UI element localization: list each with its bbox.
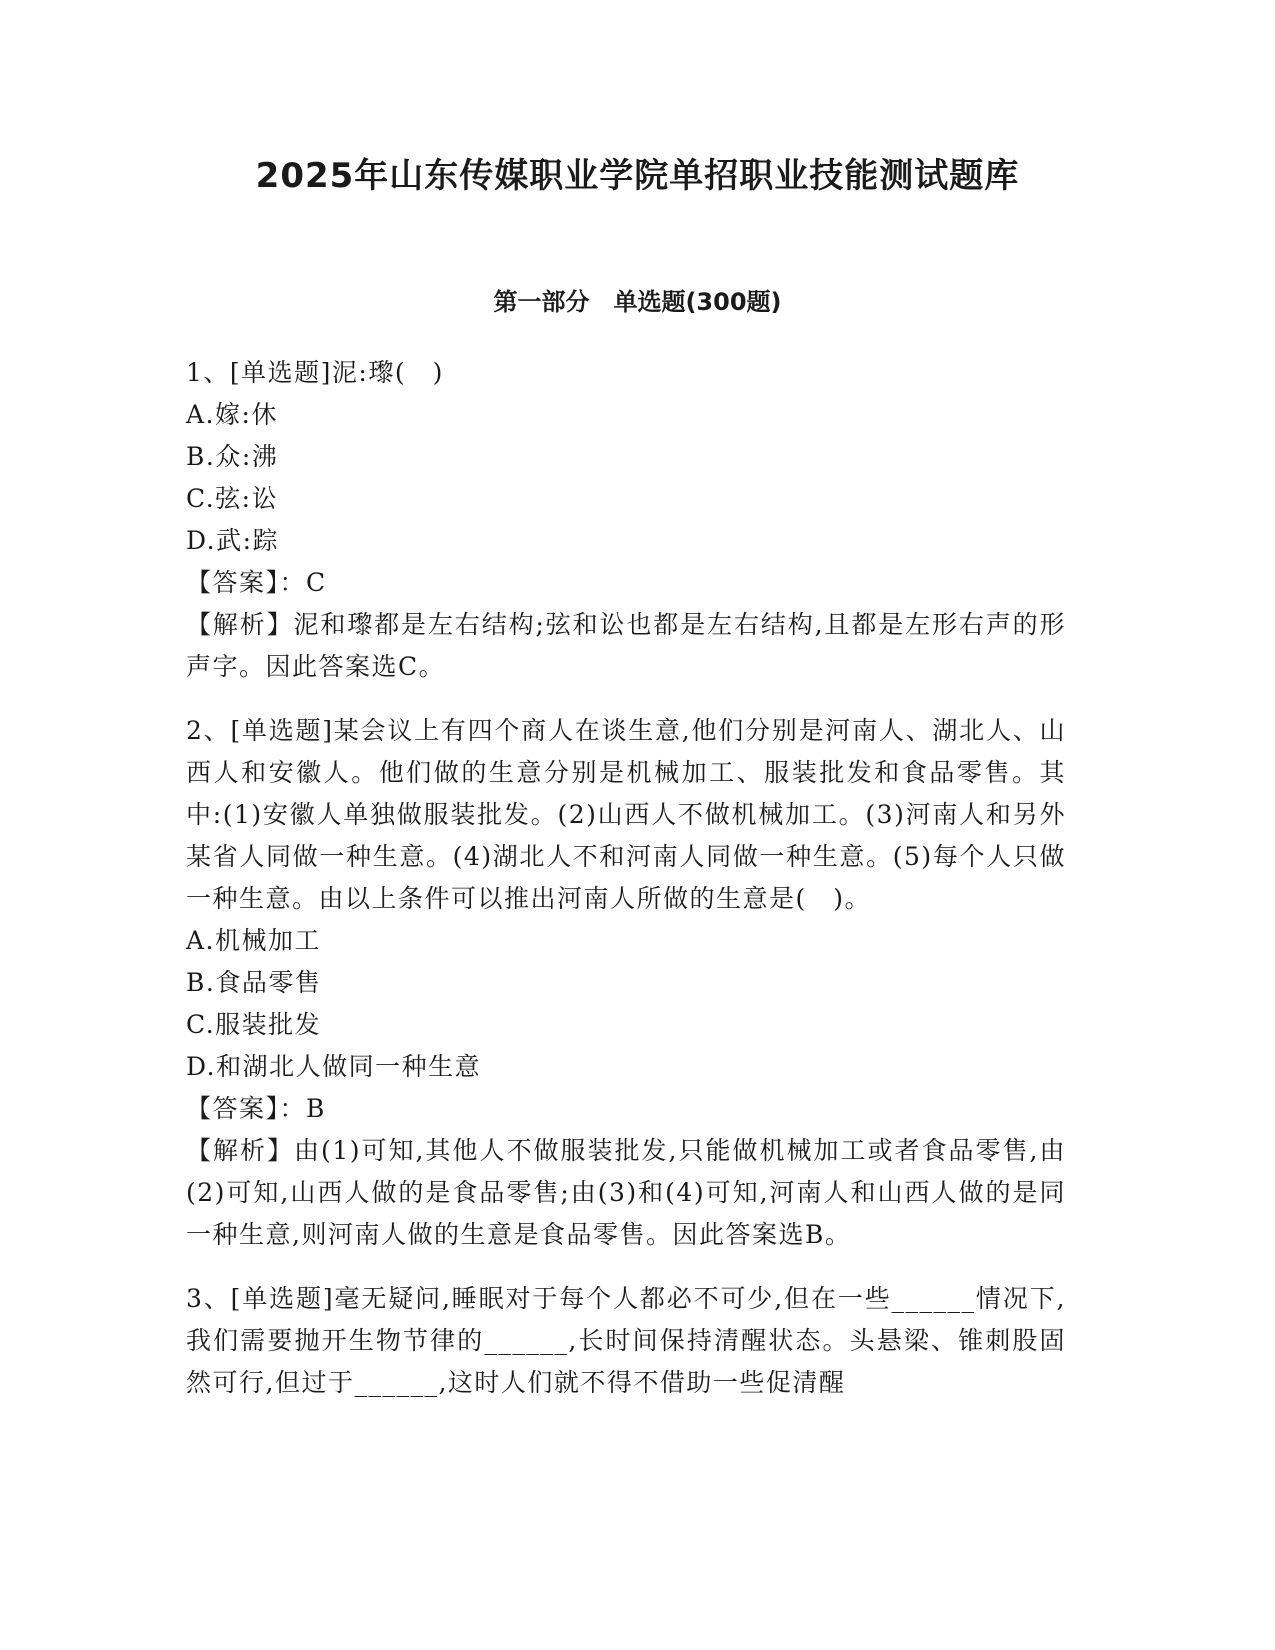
question-stem: 2、[单选题]某会议上有四个商人在谈生意,他们分别是河南人、湖北人、山西人和安徽人。他们做的生意分别是机械加工、服装批发和食品零售。其中:(1)安徽人单独做服装批发。(2)山西人不做机械加工。(3)河南人和另外某省人同做一种生意。(4)湖北人不和河南人同做一种生意。(5)每个人只做一种生意。由以上条件可以推出河南人所做的生意是( )。 — [186, 716, 1066, 913]
option-b: B.众:沸 — [186, 442, 279, 471]
analysis-text: 【解析】泥和瓈都是左右结构;弦和讼也都是左右结构,且都是左形右声的形声字。因此答案选C。 — [186, 610, 1066, 681]
question-2 — [186, 710, 1066, 1256]
option-a: A.机械加工 — [186, 926, 322, 955]
question-list — [186, 352, 1066, 1404]
question-stem: 1、[单选题]泥:瓈( ) — [186, 358, 444, 387]
section-title: 第一部分 单选题(300题) — [493, 288, 782, 316]
document-title: 2025年山东传媒职业学院单招职业技能测试题库 — [255, 156, 1020, 196]
option-d: D.和湖北人做同一种生意 — [186, 1052, 482, 1081]
answer-line: 【答案】：C — [186, 568, 327, 597]
answer-line: 【答案】：B — [186, 1094, 326, 1123]
option-b: B.食品零售 — [186, 968, 322, 997]
question-stem: 3、[单选题]毫无疑问,睡眠对于每个人都必不可少,但在一些______情况下,我们需要抛开生物节律的______,长时间保持清醒状态。头悬梁、锥刺股固然可行,但过于______,这时人们就不得不借助一些促清醒 — [186, 1284, 1066, 1397]
option-d: D.武:踪 — [186, 526, 280, 555]
question-3 — [186, 1278, 1066, 1404]
option-a: A.嫁:休 — [186, 400, 278, 429]
option-c: C.弦:讼 — [186, 484, 279, 513]
option-c: C.服装批发 — [186, 1010, 322, 1039]
analysis-text: 【解析】由(1)可知,其他人不做服装批发,只能做机械加工或者食品零售,由(2)可知,山西人做的是食品零售;由(3)和(4)可知,河南人和山西人做的是同一种生意,则河南人做的生意是食品零售。因此答案选B。 — [186, 1136, 1066, 1249]
question-1 — [186, 352, 1066, 688]
